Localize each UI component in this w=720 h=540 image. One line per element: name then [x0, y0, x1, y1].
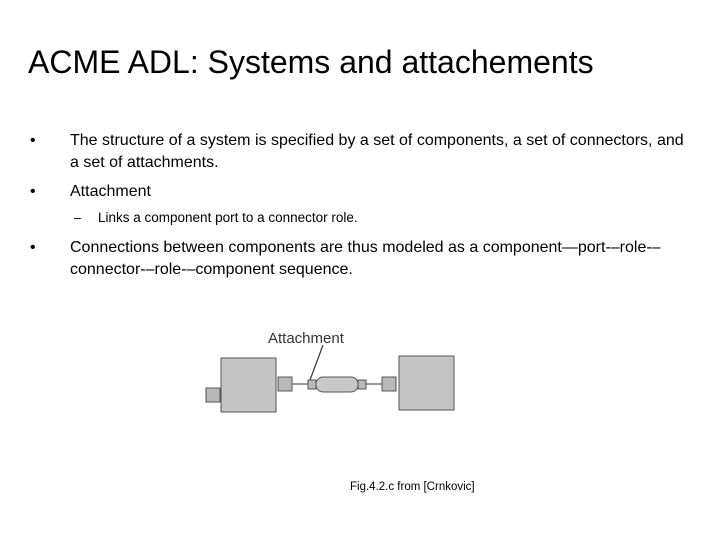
bullet-text-connections: Connections between components are thus modeled as a component—port-–role-–connector-–role-–component sequence. [70, 239, 661, 278]
slide-title: ACME ADL: Systems and attachements [28, 44, 594, 80]
attachment-diagram-svg [196, 318, 466, 418]
left-component-port [278, 377, 292, 391]
right-component [399, 356, 454, 410]
attachment-diagram [196, 318, 466, 418]
bullet-marker: • [30, 239, 36, 256]
connector [316, 377, 358, 392]
connector-right-role [358, 380, 366, 389]
attachment-pointer-line [310, 345, 323, 380]
sub-bullet-marker: – [74, 210, 82, 225]
connector-left-role [308, 380, 316, 389]
bullet-marker: • [30, 183, 36, 200]
bullet-text-structure: The structure of a system is specified by a set of components, a set of connectors, and a set of attachments. [70, 132, 684, 171]
sub-bullet-text-links: Links a component port to a connector role. [98, 210, 358, 225]
bullet-marker: • [30, 132, 36, 149]
attachment-label: Attachment [268, 330, 344, 347]
left-component-outer-port [206, 388, 220, 402]
figure-caption: Fig.4.2.c from [Crnkovic] [350, 481, 475, 493]
right-component-port [382, 377, 396, 391]
bullet-text-attachment: Attachment [70, 183, 151, 200]
left-component [221, 358, 276, 412]
